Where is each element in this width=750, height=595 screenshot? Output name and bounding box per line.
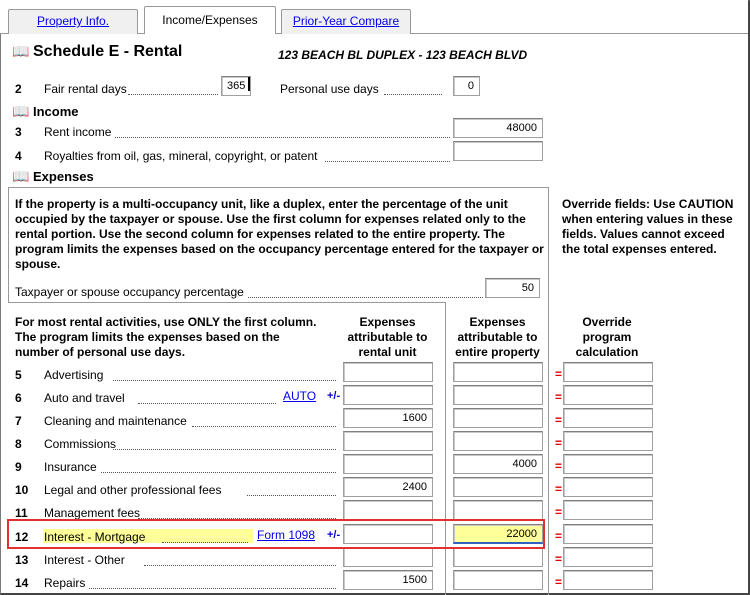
column-header-rental-unit: Expenses attributable to rental unit xyxy=(347,315,428,359)
rental-unit-input[interactable] xyxy=(343,362,433,382)
rental-unit-input[interactable] xyxy=(343,500,433,520)
tab-income-expenses[interactable] xyxy=(144,6,276,34)
rental-unit-input[interactable] xyxy=(343,454,433,474)
fair-rental-days-input[interactable]: 365 xyxy=(221,76,251,96)
entire-property-input[interactable] xyxy=(453,431,543,451)
dot-leader xyxy=(115,137,450,138)
entire-property-input[interactable] xyxy=(453,547,543,567)
expense-label: Interest - Mortgage xyxy=(44,530,146,544)
line-number: 14 xyxy=(15,576,29,590)
property-name: 123 BEACH BL DUPLEX - 123 BEACH BLVD xyxy=(278,48,528,62)
override-input[interactable] xyxy=(563,524,653,544)
plus-minus-toggle[interactable]: +/- xyxy=(327,390,341,402)
override-input[interactable] xyxy=(563,477,653,497)
override-caution-note: Override fields: Use CAUTION when entering values in these fields. Values cannot exceed the total expenses entered. xyxy=(562,197,734,256)
line-number: 3 xyxy=(15,125,22,139)
column-header-entire-property: Expenses attributable to entire property xyxy=(455,315,540,359)
expense-label: Cleaning and maintenance xyxy=(44,414,187,428)
form-1098-link[interactable]: Form 1098 xyxy=(257,528,316,542)
line-number: 8 xyxy=(15,437,22,451)
equals-sign: = xyxy=(555,367,563,381)
tab-prior-year-compare[interactable] xyxy=(281,9,411,34)
info-box-left xyxy=(8,187,9,303)
rental-unit-input[interactable]: 1600 xyxy=(343,408,433,428)
equals-sign: = xyxy=(555,529,563,543)
dot-leader xyxy=(138,403,276,404)
occupancy-percentage-label: Taxpayer or spouse occupancy percentage xyxy=(15,285,244,299)
dot-leader xyxy=(101,472,336,473)
equals-sign: = xyxy=(555,436,563,450)
expenses-heading: Expenses xyxy=(33,169,94,184)
equals-sign: = xyxy=(555,575,563,589)
tab-prior-year-compare-label[interactable]: Prior-Year Compare xyxy=(292,14,400,28)
tab-property-info[interactable] xyxy=(8,9,138,34)
royalties-input[interactable] xyxy=(453,141,543,161)
fair-rental-days-label: Fair rental days xyxy=(44,82,127,96)
line-number: 11 xyxy=(15,506,28,520)
info-box-bottom xyxy=(8,302,445,303)
line-number: 2 xyxy=(15,82,22,96)
multi-occupancy-info: If the property is a multi-occupancy unit, like a duplex, enter the percentage of the unit occupied by the taxpayer or spouse. Use the first column for expenses related only to the rental portion. Use the second column for expenses related to the entire property. The program limits the expenses based on the occupancy percentage entered for the taxpayer or spouse. xyxy=(15,197,544,271)
line-number: 12 xyxy=(15,530,29,544)
rental-activities-note: For most rental activities, use ONLY the first column. The program limits the expenses based on the number of personal use days. xyxy=(15,315,317,359)
auto-link[interactable]: AUTO xyxy=(283,389,317,403)
book-icon: 📖 xyxy=(12,103,30,119)
column-header-override: Override program calculation xyxy=(575,315,639,359)
equals-sign: = xyxy=(555,459,563,473)
entire-property-input[interactable] xyxy=(453,500,543,520)
rental-unit-input[interactable] xyxy=(343,547,433,567)
override-input[interactable] xyxy=(563,547,653,567)
info-box-right xyxy=(548,187,549,595)
rental-unit-input[interactable] xyxy=(343,385,433,405)
occupancy-percentage-input[interactable]: 50 xyxy=(485,278,540,298)
equals-sign: = xyxy=(555,552,563,566)
line-number: 4 xyxy=(15,149,22,163)
income-heading: Income xyxy=(33,104,79,119)
royalties-label: Royalties from oil, gas, mineral, copyright, or patent xyxy=(44,149,318,163)
dot-leader xyxy=(89,588,336,589)
entire-property-input[interactable] xyxy=(453,570,543,590)
line-number: 6 xyxy=(15,391,22,405)
dot-leader xyxy=(325,161,450,162)
dot-leader xyxy=(113,380,336,381)
dot-leader xyxy=(128,94,218,95)
expense-label: Commissions xyxy=(44,437,117,451)
entire-property-input[interactable] xyxy=(453,362,543,382)
expense-label: Auto and travel xyxy=(44,391,125,405)
rental-unit-input[interactable]: 1500 xyxy=(343,570,433,590)
entire-property-input[interactable] xyxy=(453,408,543,428)
entire-property-input[interactable]: 4000 xyxy=(453,454,543,474)
page-title: Schedule E - Rental xyxy=(33,43,183,60)
rental-unit-input[interactable] xyxy=(343,431,433,451)
column-divider xyxy=(445,302,446,595)
entire-property-input[interactable]: 22000 xyxy=(453,524,543,544)
line-number: 7 xyxy=(15,414,22,428)
dot-leader xyxy=(247,495,336,496)
override-input[interactable] xyxy=(563,385,653,405)
line-number: 10 xyxy=(15,483,29,497)
expense-label: Legal and other professional fees xyxy=(44,483,222,497)
expense-label: Repairs xyxy=(44,576,86,590)
dot-leader xyxy=(144,565,336,566)
dot-leader xyxy=(192,426,336,427)
equals-sign: = xyxy=(555,390,563,404)
override-input[interactable] xyxy=(563,408,653,428)
rent-income-input[interactable]: 48000 xyxy=(453,118,543,138)
line-number: 9 xyxy=(15,460,22,474)
dot-leader xyxy=(248,297,483,298)
dot-leader xyxy=(384,94,442,95)
expense-label: Insurance xyxy=(44,460,97,474)
tab-property-info-label[interactable]: Property Info. xyxy=(36,14,110,28)
personal-use-days-input[interactable]: 0 xyxy=(453,76,480,96)
dot-leader xyxy=(113,449,336,450)
expense-label: Management fees xyxy=(44,506,141,520)
equals-sign: = xyxy=(555,482,563,496)
line-number: 5 xyxy=(15,368,22,382)
tab-income-expenses-label[interactable]: Income/Expenses xyxy=(162,13,258,27)
expense-label: Advertising xyxy=(44,368,104,382)
tab-bar xyxy=(0,0,748,34)
override-input[interactable] xyxy=(563,570,653,590)
book-icon: 📖 xyxy=(12,43,30,59)
override-input[interactable] xyxy=(563,431,653,451)
equals-sign: = xyxy=(555,505,563,519)
override-input[interactable] xyxy=(563,362,653,382)
line-number: 13 xyxy=(15,553,29,567)
text-cursor xyxy=(248,77,250,91)
entire-property-input[interactable] xyxy=(453,385,543,405)
entire-property-input[interactable] xyxy=(453,477,543,497)
rent-income-label: Rent income xyxy=(44,125,112,139)
focus-highlight-box xyxy=(7,519,545,549)
book-icon: 📖 xyxy=(12,168,30,184)
expense-label: Interest - Other xyxy=(44,553,125,567)
personal-use-days-label: Personal use days xyxy=(280,82,379,96)
plus-minus-toggle[interactable]: +/- xyxy=(327,529,341,541)
override-input[interactable] xyxy=(563,454,653,474)
info-box-top xyxy=(8,187,549,188)
equals-sign: = xyxy=(555,413,563,427)
rental-unit-input[interactable]: 2400 xyxy=(343,477,433,497)
override-input[interactable] xyxy=(563,500,653,520)
